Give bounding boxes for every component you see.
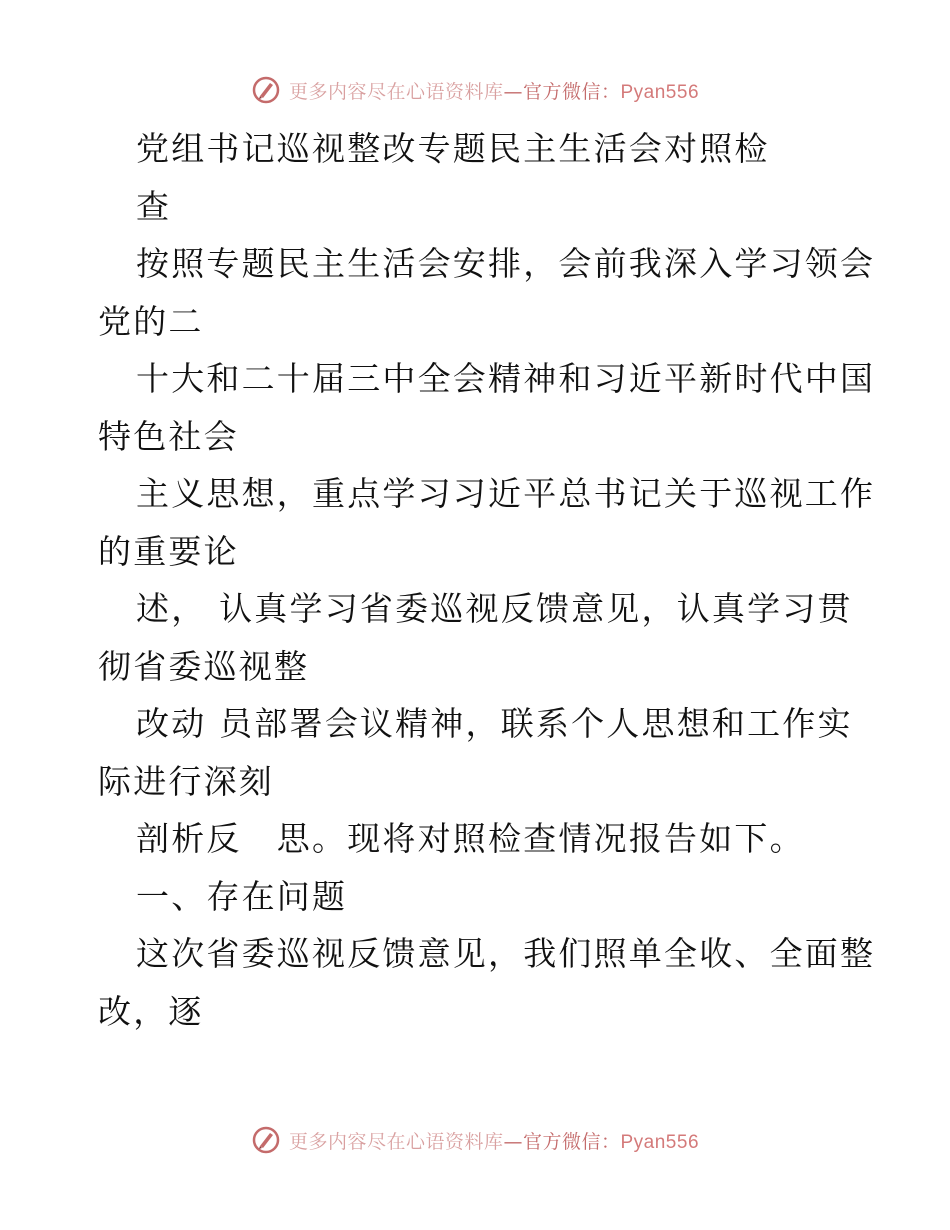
text-line: 述， 认真学习省委巡视反馈意见，认真学习贯 [136, 589, 853, 628]
pen-logo-icon [251, 1125, 281, 1155]
watermark-sub: 官方微信： [522, 1130, 621, 1153]
watermark-main: 更多内容尽在心语资料库 [288, 80, 504, 103]
text-line: 按照专题民主生活会安排，会前我深入学习领会 [136, 244, 876, 283]
text-line: 改，逐 [98, 991, 204, 1031]
watermark-text [289, 1127, 699, 1154]
text-line: 的重要论 [98, 531, 239, 571]
text-line: 剖析反 思。现将对照检查情况报告如下。 [136, 819, 805, 858]
text-line: 一、存在问题 [136, 876, 348, 916]
text-line: 际进行深刻 [98, 761, 274, 801]
text-line: 查 [136, 186, 172, 226]
watermark-id: Pyan556 [620, 81, 700, 103]
text-line: 主义思想，重点学习习近平总书记关于巡视工作 [136, 474, 876, 513]
text-line: 改动 员部署会议精神，联系个人思想和工作实 [136, 704, 853, 743]
document-body [98, 120, 876, 1040]
text-line: 党组书记巡视整改专题民主生活会对照检 [136, 129, 770, 168]
watermark-id: Pyan556 [620, 1131, 700, 1153]
text-line: 十大和二十届三中全会精神和习近平新时代中国 [136, 359, 876, 398]
text-line: 这次省委巡视反馈意见，我们照单全收、全面整 [136, 934, 876, 973]
watermark-main: 更多内容尽在心语资料库 [288, 1130, 504, 1153]
watermark-dash: — [503, 1130, 523, 1153]
text-line: 特色社会 [98, 416, 239, 456]
text-line: 彻省委巡视整 [98, 646, 310, 686]
header-watermark [0, 72, 950, 108]
watermark-sub: 官方微信： [522, 80, 621, 103]
pen-logo-icon [251, 75, 281, 105]
footer-watermark [0, 1122, 950, 1158]
watermark-dash: — [503, 80, 523, 103]
text-line: 党的二 [98, 301, 204, 341]
watermark-text [289, 77, 699, 104]
